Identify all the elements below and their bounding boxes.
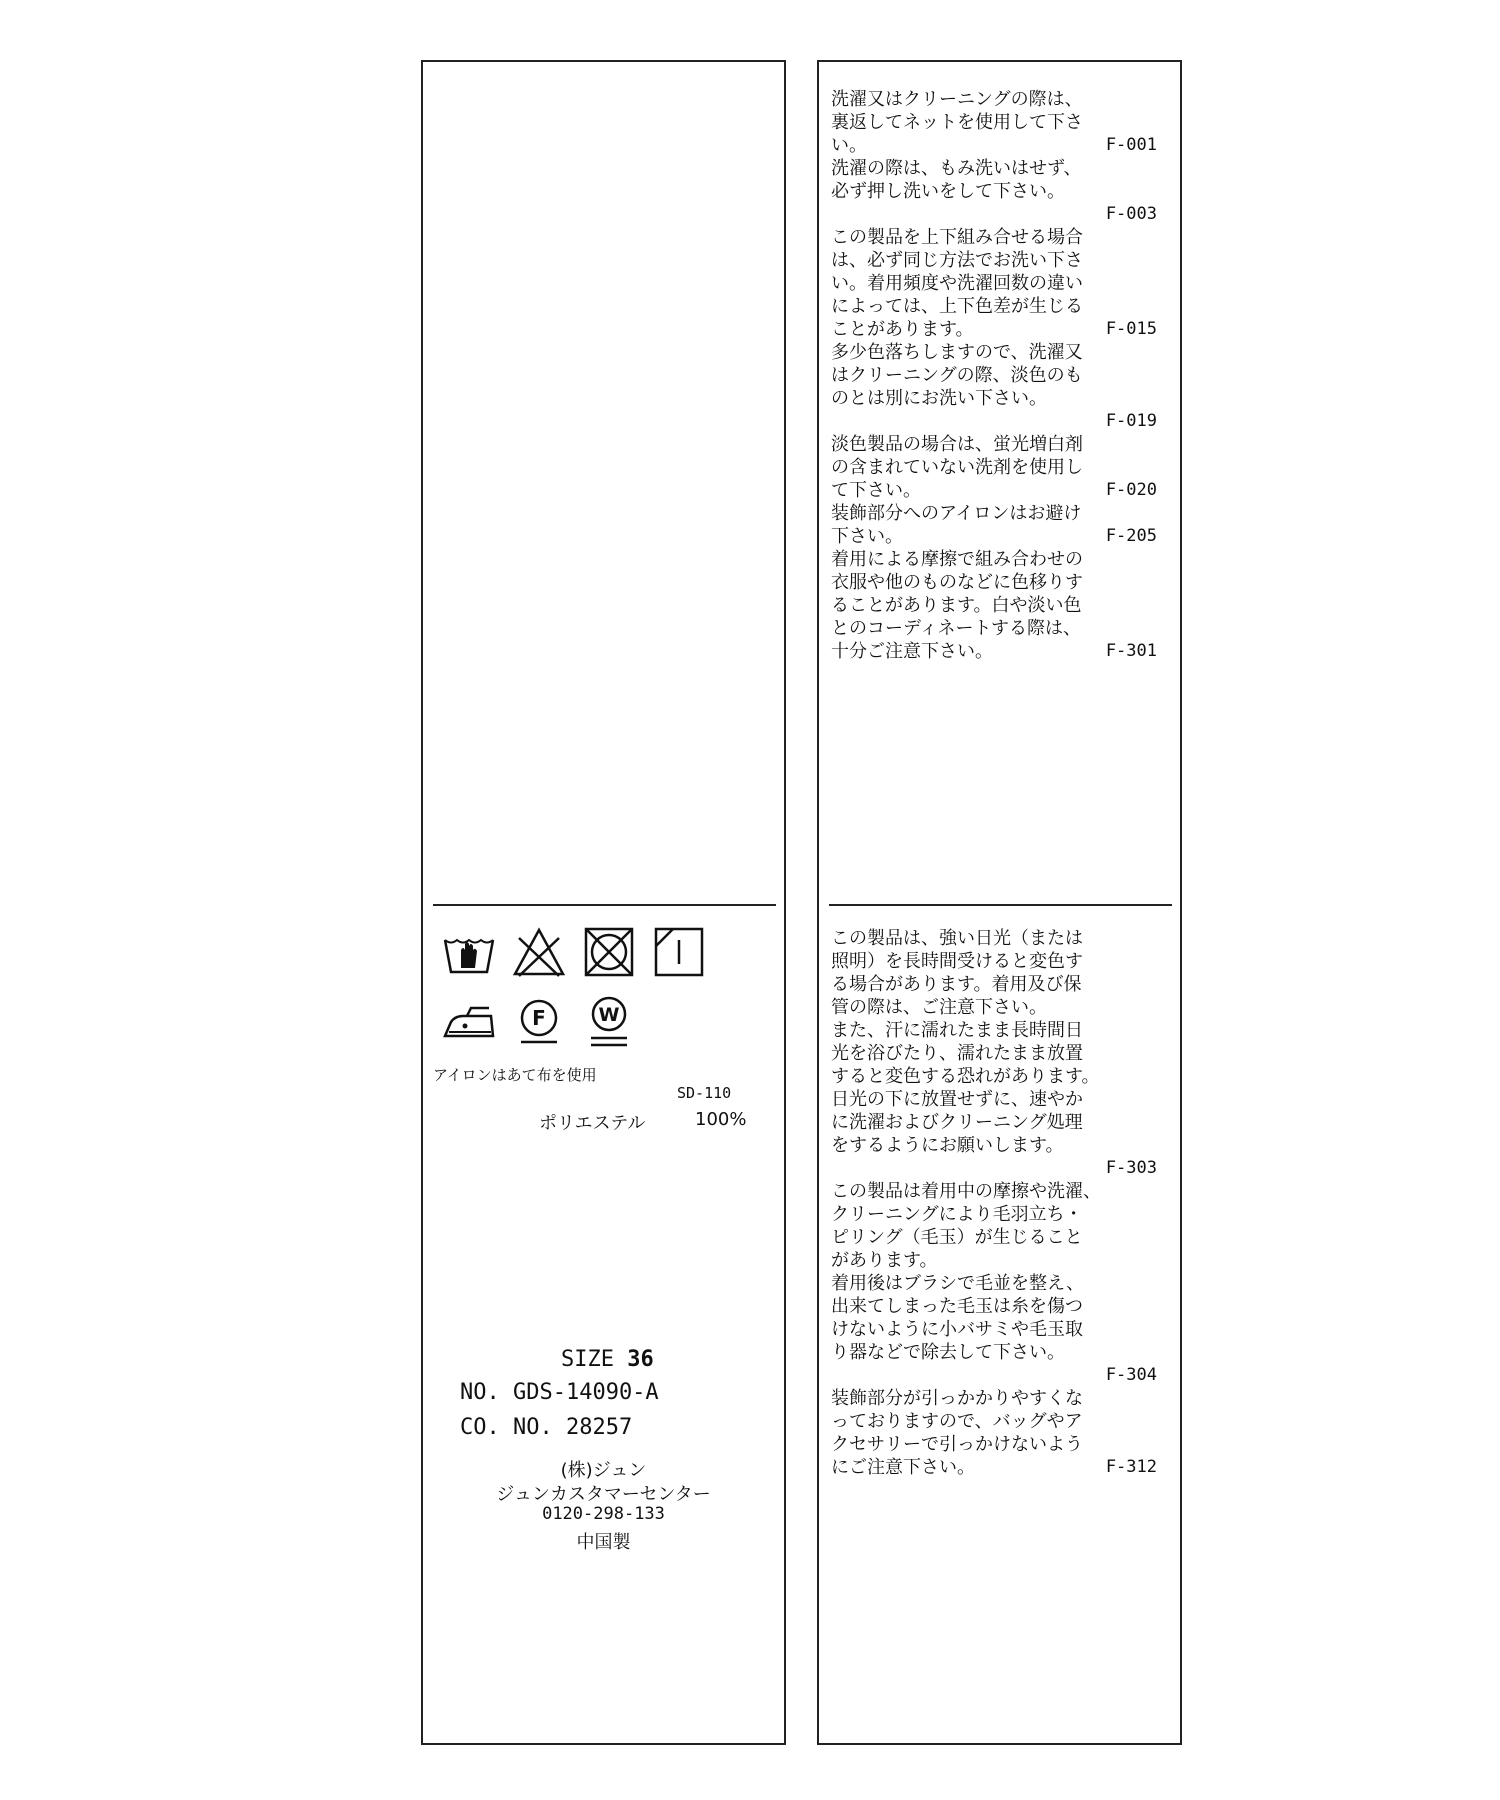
size-label: SIZE bbox=[561, 1347, 614, 1372]
care-note-code: F-301 bbox=[1105, 641, 1157, 661]
no-tumble-dry-icon bbox=[581, 924, 637, 980]
dry-clean-letter: F bbox=[532, 1006, 546, 1030]
care-notes-bottom bbox=[831, 927, 1161, 1479]
care-note-code: F-019 bbox=[1105, 411, 1157, 431]
care-note-code: F-304 bbox=[1105, 1365, 1157, 1385]
wet-clean-letter: W bbox=[598, 1004, 620, 1026]
care-note bbox=[831, 927, 1161, 1180]
maker-phone: 0120-298-133 bbox=[542, 1504, 665, 1524]
dry-clean-f-icon bbox=[511, 994, 567, 1050]
right-care-label bbox=[817, 60, 1182, 1745]
product-number: NO. GDS-14090-A bbox=[460, 1380, 659, 1405]
care-note bbox=[831, 226, 1161, 341]
left-label-divider bbox=[433, 904, 776, 906]
size-line bbox=[561, 1347, 654, 1372]
care-note-text: 洗濯又はクリーニングの際は、 裏返してネットを使用して下さ い。 bbox=[831, 89, 1083, 156]
care-note-text: この製品は、強い日光（または 照明）を長時間受けると変色す る場合があります。着用及び保 管の際は、ご注意下さい。 また、汗に濡れたまま長時間日 光を浴びたり、濡れたまま放置 すると変色する恐れがあります。 日光の下に放置せずに、速やか に洗濯およびクリーニング処理 をするようにお願いします。 bbox=[831, 928, 1100, 1156]
wet-clean-w-icon bbox=[581, 994, 637, 1050]
no-bleach-icon bbox=[511, 924, 567, 980]
care-note bbox=[831, 157, 1161, 226]
right-label-divider bbox=[829, 904, 1172, 906]
care-note-text: この製品は着用中の摩擦や洗濯、 クリーニングにより毛羽立ち・ ピリング（毛玉）が生じること があります。 着用後はブラシで毛並を整え、 出来てしまった毛玉は糸を傷つ けないように小バサミや毛玉取 り器などで除去して下さい。 bbox=[831, 1181, 1101, 1363]
care-note-code: F-312 bbox=[1105, 1457, 1157, 1477]
care-note bbox=[831, 1387, 1161, 1479]
care-note bbox=[831, 88, 1161, 157]
fiber-percent: 100% bbox=[695, 1109, 747, 1130]
left-care-label bbox=[421, 60, 786, 1745]
care-note bbox=[831, 433, 1161, 502]
maker-company: (株)ジュン bbox=[560, 1460, 647, 1481]
care-note-text: 装飾部分が引っかかりやすくな っておりますので、バッグやア クセサリーで引っかけないよう にご注意下さい。 bbox=[831, 1388, 1083, 1478]
care-note bbox=[831, 548, 1161, 663]
maker-center: ジュンカスタマーセンター bbox=[496, 1484, 711, 1505]
care-note-text: この製品を上下組み合せる場合 は、必ず同じ方法でお洗い下さ い。着用頻度や洗濯回数の違い によっては、上下色差が生じる ことがあります。 bbox=[831, 227, 1083, 340]
color-number: CO. NO. 28257 bbox=[460, 1415, 633, 1440]
size-value: 36 bbox=[627, 1347, 654, 1372]
fiber-name: ポリエステル bbox=[539, 1113, 646, 1134]
care-note-code: F-015 bbox=[1105, 319, 1157, 339]
care-note-text: 装飾部分へのアイロンはお避け 下さい。 bbox=[831, 503, 1082, 547]
care-note-code: F-303 bbox=[1105, 1158, 1157, 1178]
care-note bbox=[831, 341, 1161, 433]
care-note-code: F-001 bbox=[1105, 135, 1157, 155]
care-note-code: F-020 bbox=[1105, 480, 1157, 500]
sd-code: SD-110 bbox=[677, 1084, 732, 1102]
care-symbols bbox=[441, 924, 741, 1064]
care-note-text: 着用による摩擦で組み合わせの 衣服や他のものなどに色移りす ることがあります。白や淡い色 とのコーディネートする際は、 十分ご注意下さい。 bbox=[831, 549, 1083, 662]
care-note-text: 多少色落ちしますので、洗濯又 はクリーニングの際、淡色のも のとは別にお洗い下さい。 bbox=[831, 342, 1083, 409]
care-note-code: F-003 bbox=[1105, 204, 1157, 224]
line-dry-icon bbox=[651, 924, 707, 980]
care-note-text: 淡色製品の場合は、蛍光増白剤 の含まれていない洗剤を使用し て下さい。 bbox=[831, 434, 1083, 501]
care-note-text: 洗濯の際は、もみ洗いはせず、 必ず押し洗いをして下さい。 bbox=[831, 158, 1082, 202]
care-notes-top bbox=[831, 88, 1161, 663]
country-of-origin: 中国製 bbox=[576, 1532, 631, 1553]
hand-wash-icon bbox=[441, 924, 497, 980]
care-note bbox=[831, 1180, 1161, 1387]
iron-caption: アイロンはあて布を使用 bbox=[433, 1066, 597, 1084]
care-note bbox=[831, 502, 1161, 548]
care-note-code: F-205 bbox=[1105, 526, 1157, 546]
iron-low-icon bbox=[441, 994, 497, 1050]
